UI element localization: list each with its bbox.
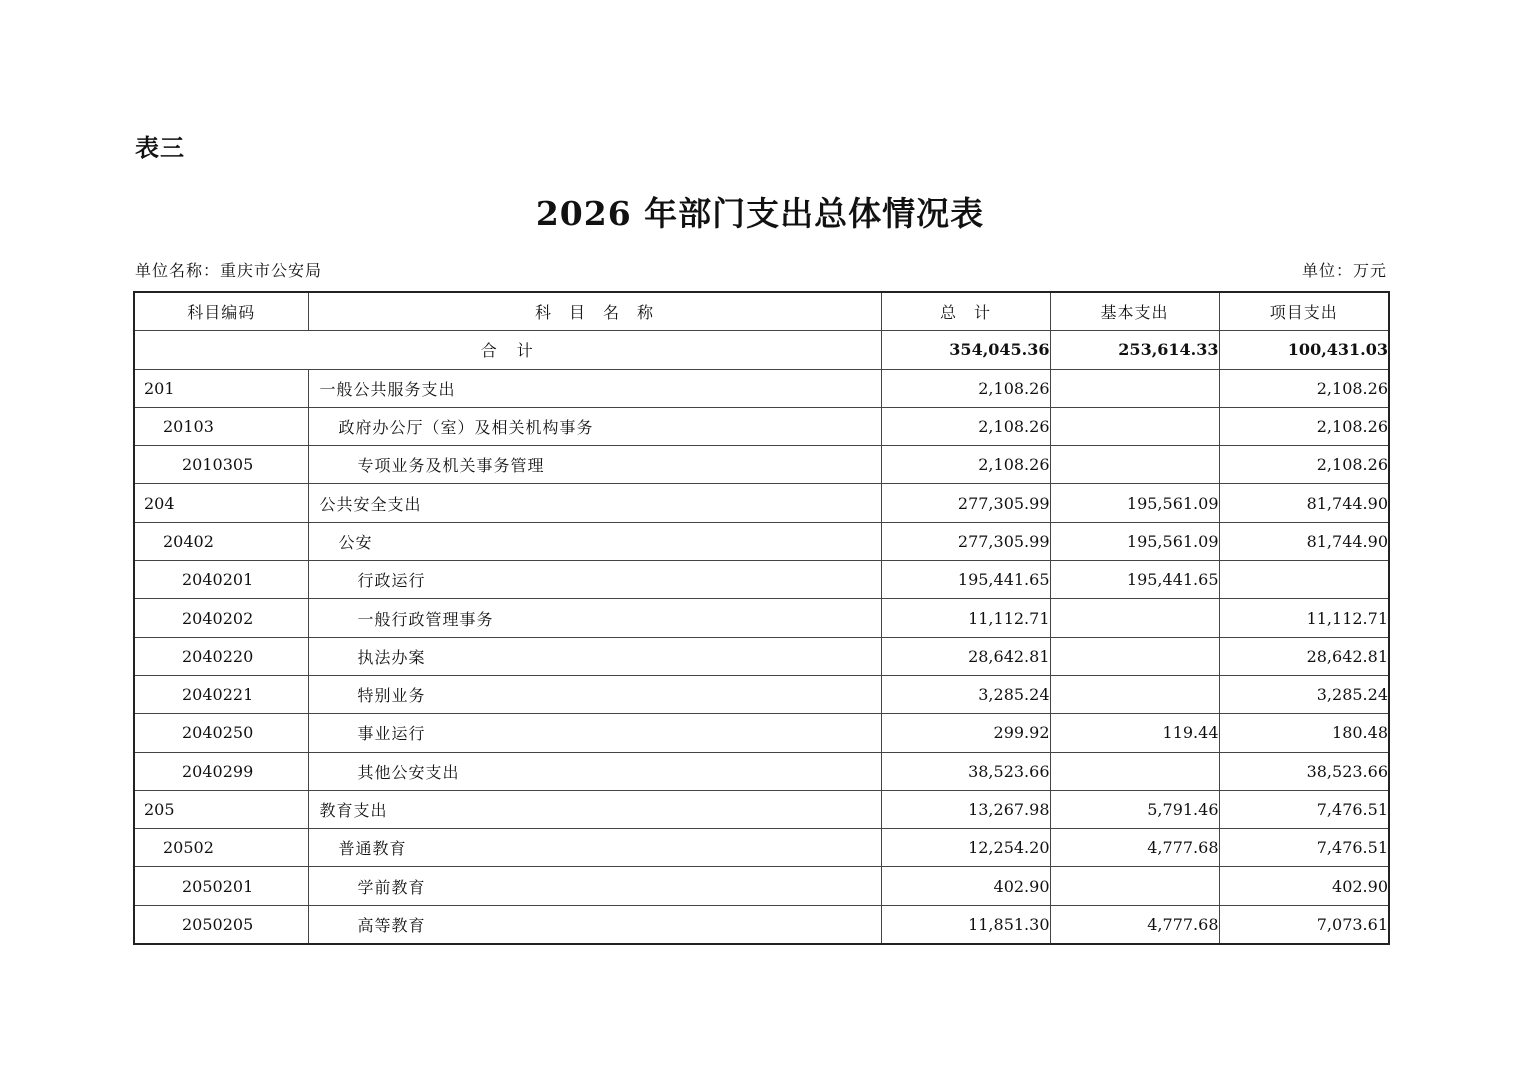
- cell-total: 11,112.71: [881, 599, 1050, 637]
- cell-name: 高等教育: [308, 905, 881, 944]
- cell-project: 402.90: [1219, 867, 1389, 905]
- cell-name: 一般公共服务支出: [308, 369, 881, 407]
- cell-code: 20502: [134, 829, 308, 867]
- total-total: 354,045.36: [881, 331, 1050, 369]
- cell-total: 402.90: [881, 867, 1050, 905]
- cell-basic: [1050, 637, 1219, 675]
- header-basic: 基本支出: [1050, 292, 1219, 331]
- cell-project: 2,108.26: [1219, 407, 1389, 445]
- cell-basic: 195,441.65: [1050, 561, 1219, 599]
- cell-basic: 4,777.68: [1050, 829, 1219, 867]
- table-row: [134, 905, 1389, 944]
- currency-unit: 单位：万元: [1301, 261, 1387, 280]
- table-row: [134, 484, 1389, 522]
- cell-code: 20402: [134, 522, 308, 560]
- cell-project: 28,642.81: [1219, 637, 1389, 675]
- cell-project: 81,744.90: [1219, 484, 1389, 522]
- cell-total: 277,305.99: [881, 522, 1050, 560]
- cell-name: 执法办案: [308, 637, 881, 675]
- page-title: 2026 年部门支出总体情况表: [535, 194, 985, 233]
- table-row: [134, 829, 1389, 867]
- cell-basic: [1050, 867, 1219, 905]
- cell-code: 2040220: [134, 637, 308, 675]
- cell-basic: 5,791.46: [1050, 790, 1219, 828]
- cell-project: 81,744.90: [1219, 522, 1389, 560]
- table-row: [134, 561, 1389, 599]
- header-name: 科 目 名 称: [308, 292, 881, 331]
- cell-basic: 119.44: [1050, 714, 1219, 752]
- table-row: [134, 675, 1389, 713]
- table-row: [134, 407, 1389, 445]
- cell-name: 特别业务: [308, 675, 881, 713]
- cell-name: 事业运行: [308, 714, 881, 752]
- cell-total: 12,254.20: [881, 829, 1050, 867]
- cell-name: 一般行政管理事务: [308, 599, 881, 637]
- cell-total: 277,305.99: [881, 484, 1050, 522]
- cell-code: 2040299: [134, 752, 308, 790]
- cell-code: 2040202: [134, 599, 308, 637]
- cell-total: 2,108.26: [881, 407, 1050, 445]
- cell-name: 公共安全支出: [308, 484, 881, 522]
- cell-project: 7,476.51: [1219, 790, 1389, 828]
- cell-project: [1219, 561, 1389, 599]
- cell-code: 205: [134, 790, 308, 828]
- table-row: [134, 867, 1389, 905]
- table-row: [134, 599, 1389, 637]
- cell-project: 2,108.26: [1219, 446, 1389, 484]
- cell-total: 38,523.66: [881, 752, 1050, 790]
- cell-code: 2050205: [134, 905, 308, 944]
- table-row: [134, 790, 1389, 828]
- cell-code: 20103: [134, 407, 308, 445]
- cell-name: 公安: [308, 522, 881, 560]
- cell-basic: [1050, 407, 1219, 445]
- cell-basic: [1050, 369, 1219, 407]
- cell-name: 学前教育: [308, 867, 881, 905]
- table-row: [134, 637, 1389, 675]
- cell-code: 2050201: [134, 867, 308, 905]
- cell-total: 2,108.26: [881, 446, 1050, 484]
- cell-basic: 4,777.68: [1050, 905, 1219, 944]
- cell-total: 11,851.30: [881, 905, 1050, 944]
- cell-total: 2,108.26: [881, 369, 1050, 407]
- table-row: [134, 714, 1389, 752]
- header-code: 科目编码: [134, 292, 308, 331]
- cell-code: 2040201: [134, 561, 308, 599]
- cell-basic: [1050, 446, 1219, 484]
- cell-name: 其他公安支出: [308, 752, 881, 790]
- header-project: 项目支出: [1219, 292, 1389, 331]
- cell-total: 3,285.24: [881, 675, 1050, 713]
- cell-total: 28,642.81: [881, 637, 1050, 675]
- total-row: [134, 331, 1389, 369]
- cell-project: 11,112.71: [1219, 599, 1389, 637]
- cell-project: 3,285.24: [1219, 675, 1389, 713]
- table-row: [134, 522, 1389, 560]
- cell-project: 38,523.66: [1219, 752, 1389, 790]
- cell-basic: 195,561.09: [1050, 484, 1219, 522]
- cell-code: 2010305: [134, 446, 308, 484]
- cell-code: 204: [134, 484, 308, 522]
- total-project: 100,431.03: [1219, 331, 1389, 369]
- header-total: 总 计: [881, 292, 1050, 331]
- cell-total: 13,267.98: [881, 790, 1050, 828]
- cell-project: 7,476.51: [1219, 829, 1389, 867]
- table-row: [134, 446, 1389, 484]
- cell-name: 政府办公厅（室）及相关机构事务: [308, 407, 881, 445]
- cell-code: 201: [134, 369, 308, 407]
- table-label: 表三: [135, 134, 185, 162]
- cell-project: 180.48: [1219, 714, 1389, 752]
- total-label: 合 计: [134, 331, 881, 369]
- unit-name: 单位名称：重庆市公安局: [135, 261, 323, 280]
- cell-code: 2040221: [134, 675, 308, 713]
- table-row: [134, 369, 1389, 407]
- table-row: [134, 752, 1389, 790]
- cell-basic: 195,561.09: [1050, 522, 1219, 560]
- cell-code: 2040250: [134, 714, 308, 752]
- cell-project: 7,073.61: [1219, 905, 1389, 944]
- cell-name: 专项业务及机关事务管理: [308, 446, 881, 484]
- cell-total: 299.92: [881, 714, 1050, 752]
- cell-name: 行政运行: [308, 561, 881, 599]
- expenditure-table: [133, 291, 1390, 945]
- cell-project: 2,108.26: [1219, 369, 1389, 407]
- cell-basic: [1050, 752, 1219, 790]
- cell-basic: [1050, 599, 1219, 637]
- cell-name: 教育支出: [308, 790, 881, 828]
- header-row: [134, 292, 1389, 331]
- total-basic: 253,614.33: [1050, 331, 1219, 369]
- cell-name: 普通教育: [308, 829, 881, 867]
- cell-total: 195,441.65: [881, 561, 1050, 599]
- cell-basic: [1050, 675, 1219, 713]
